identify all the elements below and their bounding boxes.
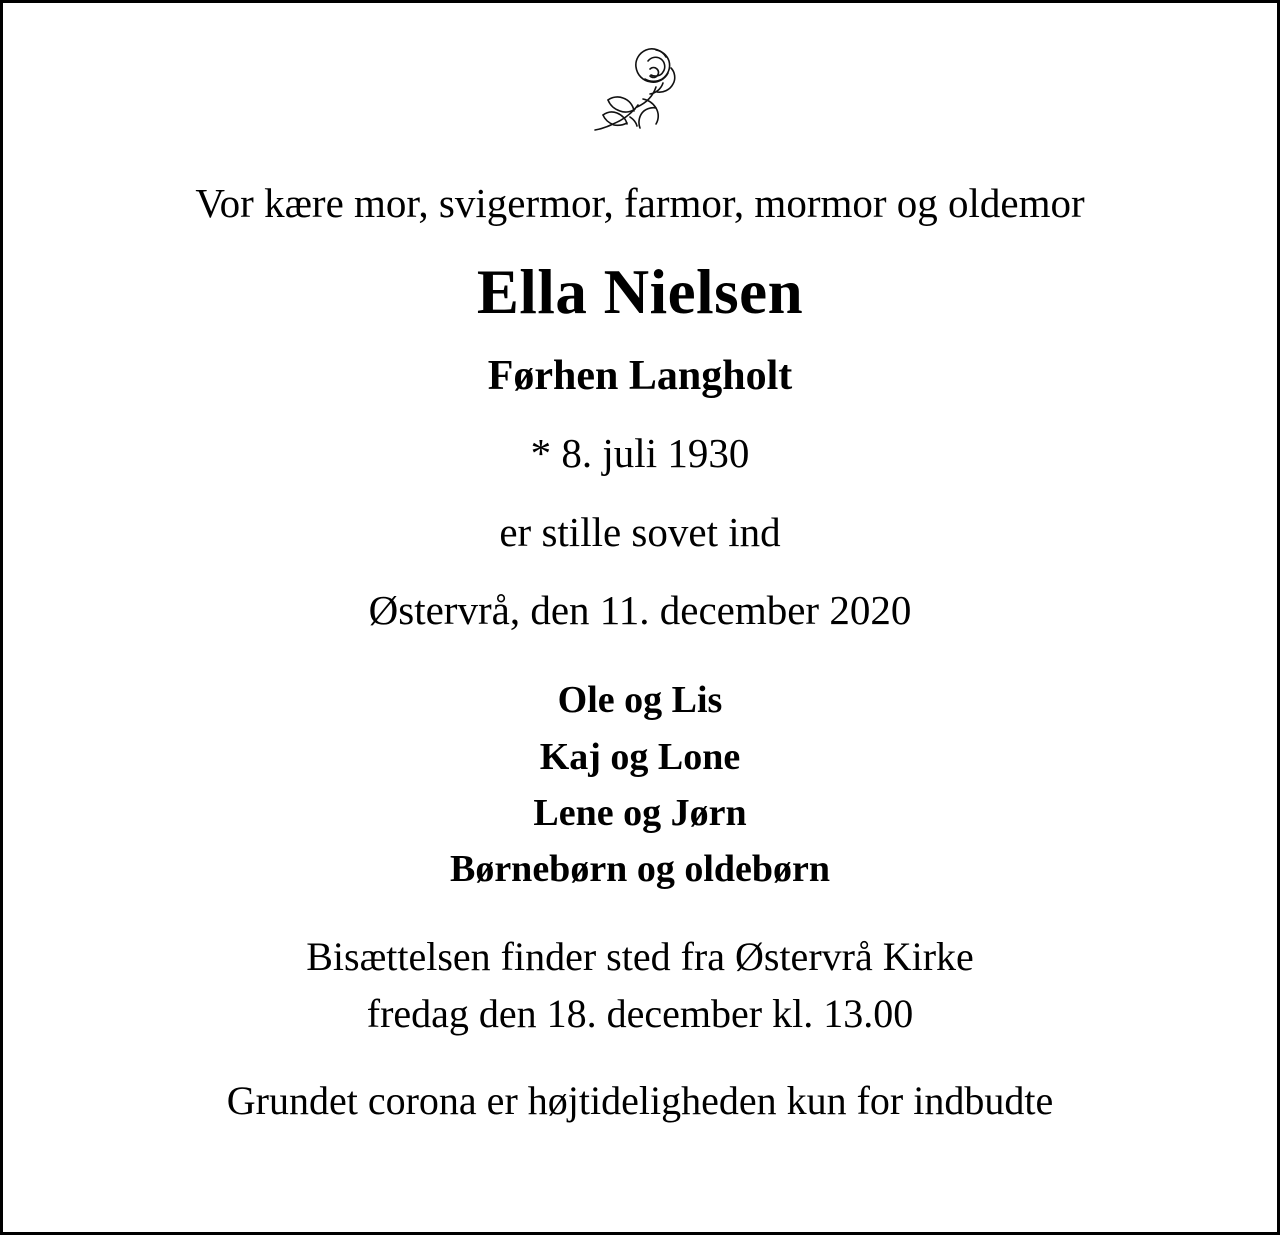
- passing-text: er stille sovet ind: [499, 508, 781, 555]
- list-item: Ole og Lis: [557, 679, 723, 722]
- list-item: Kaj og Lone: [539, 735, 741, 778]
- birth-date: * 8. juli 1930: [530, 430, 750, 477]
- place-and-date-of-death: Østervrå, den 11. december 2020: [368, 587, 912, 633]
- deceased-name: Ella Nielsen: [476, 257, 804, 328]
- former-name: Førhen Langholt: [487, 352, 793, 399]
- list-item: Børnebørn og oldebørn: [449, 848, 831, 891]
- intro-text: Vor kære mor, svigermor, farmor, mormor og oldemor: [195, 180, 1085, 226]
- ceremony-details: [306, 929, 974, 1043]
- survivors-list: [450, 672, 830, 897]
- ceremony-line: Bisættelsen finder sted fra Østervrå Kirke: [306, 934, 974, 980]
- corona-note: Grundet corona er højtideligheden kun for indbudte: [226, 1077, 1054, 1123]
- list-item: Lene og Jørn: [533, 791, 747, 834]
- ceremony-line: fredag den 18. december kl. 13.00: [366, 991, 914, 1037]
- rose-icon: [570, 37, 710, 155]
